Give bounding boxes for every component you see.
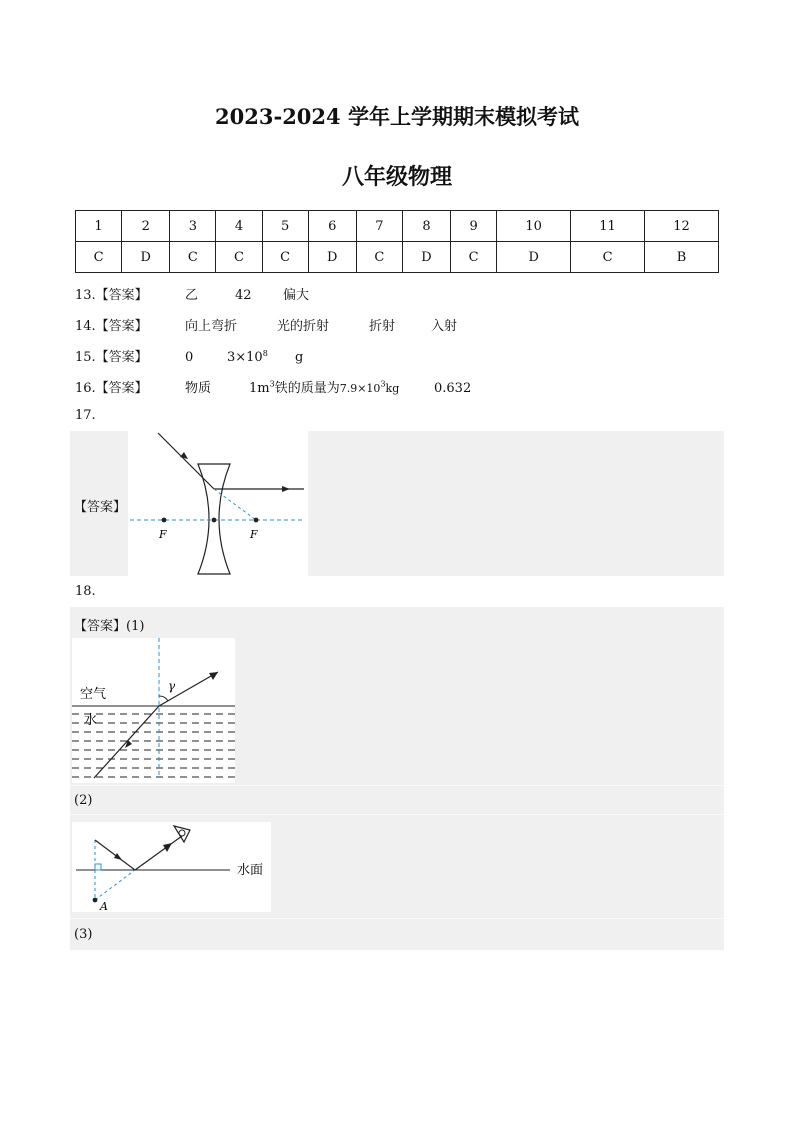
table-cell-number: 10 xyxy=(497,211,571,242)
incident-ray-in-water xyxy=(94,706,159,778)
q18-figure-2 xyxy=(72,822,271,912)
q14-answer-1: 向上弯折 xyxy=(185,319,238,334)
q16-row xyxy=(75,377,471,396)
table-cell-answer: B xyxy=(645,242,719,273)
exam-title: 2023-2024 学年上学期期末模拟考试 xyxy=(215,104,579,129)
table-row-numbers xyxy=(76,211,719,242)
q16-answer-1: 物质 xyxy=(185,381,212,396)
choice-answer-table xyxy=(75,210,719,273)
incident-ray xyxy=(158,433,214,489)
q18-part3-label: (3) xyxy=(74,927,93,942)
concave-lens-diagram xyxy=(128,431,308,576)
refraction-diagram xyxy=(72,638,235,783)
image-line xyxy=(95,870,135,900)
table-cell-answer: C xyxy=(76,242,122,273)
q18-part2-label: (2) xyxy=(74,793,93,808)
point-a-label: A xyxy=(100,900,108,912)
q14-label: 14.【答案】 xyxy=(75,319,148,334)
q17-label: 17. xyxy=(75,408,96,423)
water-label: 水 xyxy=(84,713,98,728)
table-cell-answer: C xyxy=(451,242,497,273)
focus-left-point xyxy=(162,518,167,523)
q14-answer-2: 光的折射 xyxy=(277,319,330,334)
q17-figure xyxy=(128,431,308,576)
table-cell-number: 8 xyxy=(402,211,450,242)
q14-row xyxy=(75,315,457,334)
q15-row xyxy=(75,346,303,365)
angle-label: γ xyxy=(168,679,176,693)
table-cell-answer: D xyxy=(402,242,450,273)
table-cell-answer: D xyxy=(122,242,170,273)
q18-figure-1 xyxy=(72,638,235,783)
table-cell-number: 6 xyxy=(308,211,356,242)
q16-label: 16.【答案】 xyxy=(75,381,148,396)
focus-right-point xyxy=(254,518,259,523)
q13-answer-1: 乙 xyxy=(185,288,199,303)
q14-answer-4: 入射 xyxy=(431,319,458,334)
table-cell-answer: C xyxy=(262,242,308,273)
table-cell-answer: D xyxy=(497,242,571,273)
table-cell-answer: C xyxy=(170,242,216,273)
optical-center-point xyxy=(212,518,217,523)
q16-answer-2: $1m^3$铁的质量为$7.9\times 10^3kg$ xyxy=(249,379,400,396)
table-cell-answer: C xyxy=(571,242,645,273)
q18-answer-label: 【答案】(1) xyxy=(74,619,145,634)
table-cell-number: 5 xyxy=(262,211,308,242)
reflected-ray-arrow xyxy=(163,843,172,852)
q13-answer-3: 偏大 xyxy=(283,288,310,303)
q15-answer-2: $3\times 10^8$ xyxy=(227,348,268,365)
q17-answer-label: 【答案】 xyxy=(74,500,127,515)
table-cell-number: 2 xyxy=(122,211,170,242)
q15-answer-3: g xyxy=(295,350,304,365)
table-cell-number: 4 xyxy=(216,211,262,242)
table-cell-number: 3 xyxy=(170,211,216,242)
point-a xyxy=(93,898,98,903)
reflected-ray xyxy=(135,836,182,870)
table-cell-number: 1 xyxy=(76,211,122,242)
q16-answer-3: 0.632 xyxy=(434,381,472,396)
table-cell-number: 12 xyxy=(645,211,719,242)
q15-answer-1: 0 xyxy=(185,350,194,365)
air-label: 空气 xyxy=(80,687,107,702)
table-cell-answer: D xyxy=(308,242,356,273)
q15-label: 15.【答案】 xyxy=(75,350,148,365)
table-cell-answer: C xyxy=(356,242,402,273)
table-row-answers xyxy=(76,242,719,273)
q13-answer-2: 42 xyxy=(235,288,252,303)
surface-label: 水面 xyxy=(237,863,264,878)
table-cell-answer: C xyxy=(216,242,262,273)
right-angle-mark xyxy=(95,864,101,870)
focus-right-label: F xyxy=(250,528,258,541)
q14-answer-3: 折射 xyxy=(369,319,396,334)
focus-left-label: F xyxy=(159,528,167,541)
exam-subtitle: 八年级物理 xyxy=(341,164,452,190)
incident-ray-2-arrow xyxy=(114,853,122,860)
table-cell-number: 11 xyxy=(571,211,645,242)
refracted-ray-arrow xyxy=(282,486,290,492)
table-cell-number: 7 xyxy=(356,211,402,242)
reflection-diagram xyxy=(72,822,271,912)
q13-label: 13.【答案】 xyxy=(75,288,148,303)
q13-row xyxy=(75,284,309,303)
table-cell-number: 9 xyxy=(451,211,497,242)
eye-pupil-icon xyxy=(179,830,185,836)
q18-label: 18. xyxy=(75,584,96,599)
angle-arc xyxy=(159,696,168,701)
